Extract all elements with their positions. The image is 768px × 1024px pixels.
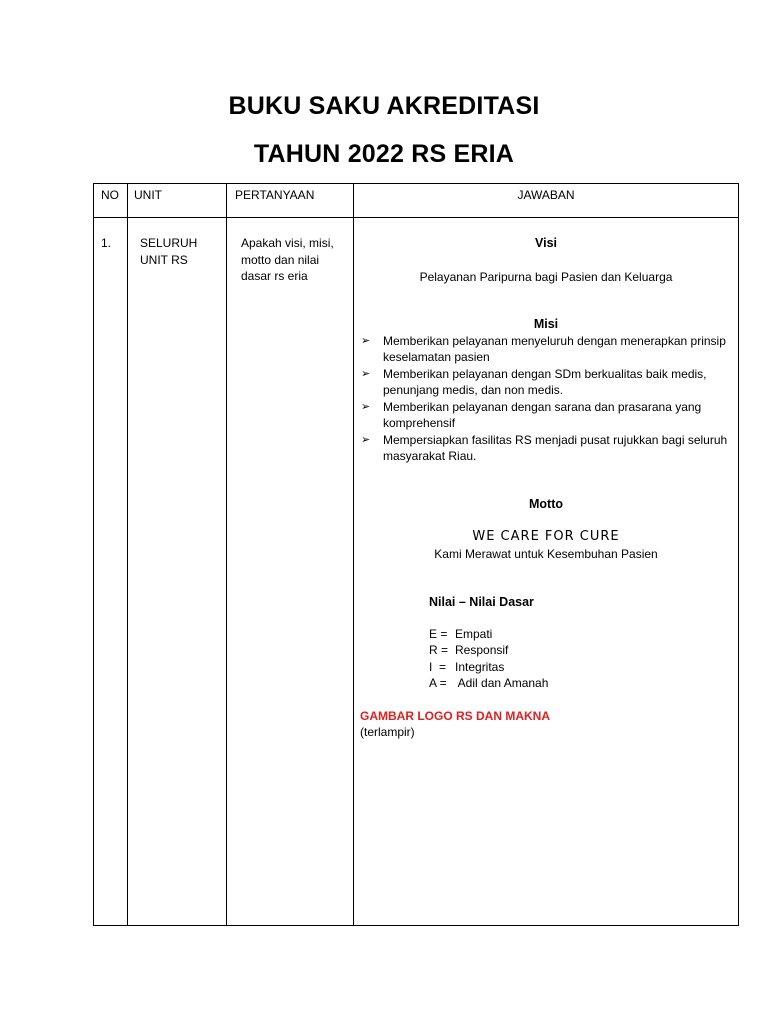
- list-item: R = Responsif: [429, 643, 509, 657]
- header-jawaban: JAWABAN: [354, 184, 739, 218]
- nilai-title: Nilai – Nilai Dasar: [429, 595, 534, 609]
- document-title-line2: TAHUN 2022 RS ERIA: [253, 140, 515, 168]
- table-header-row: [94, 184, 739, 218]
- table-row: [94, 218, 739, 926]
- question-line: dasar rs eria: [241, 269, 308, 283]
- logo-note: (terlampir): [360, 725, 415, 739]
- header-pertanyaan: PERTANYAAN: [227, 184, 354, 218]
- question-line: motto dan nilai: [241, 252, 320, 267]
- list-item: E = Empati: [429, 626, 493, 641]
- akreditasi-table: [93, 183, 739, 926]
- misi-title: Misi: [533, 317, 559, 331]
- list-item: I = Integritas: [429, 659, 505, 674]
- misi-list: [360, 333, 732, 465]
- arrow-bullet-icon: ➢: [361, 433, 371, 446]
- question-line: Apakah visi, misi,: [241, 236, 334, 250]
- logo-heading: GAMBAR LOGO RS DAN MAKNA: [360, 708, 550, 723]
- motto-text: WE CARE FOR CURE: [472, 529, 620, 544]
- nilai-block: [360, 594, 732, 692]
- motto-subtext: Kami Merawat untuk Kesembuhan Pasien: [434, 546, 658, 561]
- visi-text: Pelayanan Paripurna bagi Pasien dan Keluarga: [419, 269, 673, 284]
- cell-no: 1.: [94, 218, 128, 926]
- arrow-bullet-icon: ➢: [361, 334, 371, 347]
- cell-jawaban: [354, 218, 739, 926]
- list-item: ➢ Memberikan pelayanan menyeluruh dengan menerapkan prinsip keselamatan pasien: [361, 333, 726, 364]
- motto-title: Motto: [528, 496, 563, 511]
- document-title-line1: BUKU SAKU AKREDITASI: [228, 92, 540, 120]
- list-item: ➢ Memberikan pelayanan dengan sarana dan prasarana yang komprehensif: [361, 399, 702, 430]
- list-item: A = Adil dan Amanah: [429, 676, 549, 690]
- unit-line: UNIT RS: [140, 252, 188, 267]
- header-unit: UNIT: [128, 184, 227, 218]
- cell-pertanyaan: [227, 218, 354, 926]
- visi-title: Visi: [534, 236, 557, 250]
- arrow-bullet-icon: ➢: [361, 367, 371, 380]
- list-item: ➢ Memberikan pelayanan dengan SDm berkualitas baik medis, penunjang medis, dan non medis.: [361, 366, 707, 397]
- list-item: ➢ Mempersiapkan fasilitas RS menjadi pusat rujukkan bagi seluruh masyarakat Riau.: [361, 432, 728, 463]
- header-no: NO: [94, 184, 128, 218]
- arrow-bullet-icon: ➢: [361, 400, 371, 413]
- cell-unit: [128, 218, 227, 926]
- unit-line: SELURUH: [140, 236, 198, 250]
